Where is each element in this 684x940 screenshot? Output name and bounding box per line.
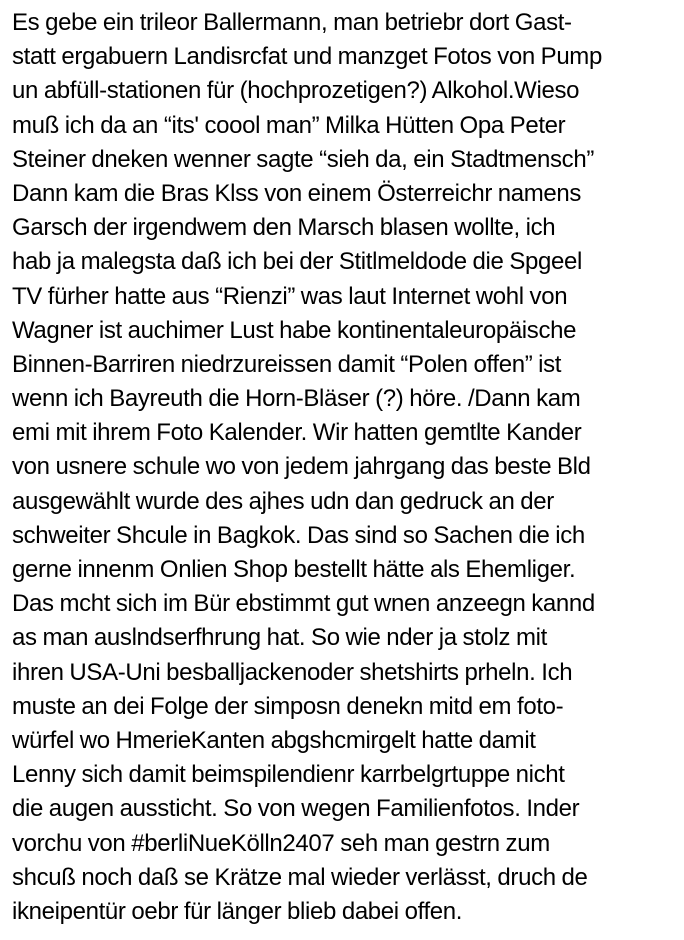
text-line: Es gebe ein trileor Ballermann, man betriebr dort Gast- — [12, 9, 572, 36]
text-line: ausgewählt wurde des ajhes udn dan gedruck an der — [12, 487, 554, 515]
document-text — [12, 6, 680, 929]
text-line: Dann kam die Bras Klss von einem Österreichr namens — [12, 179, 582, 207]
text-line: wenn ich Bayreuth die Horn-Bläser (?) höre. /Dann kam — [12, 385, 581, 413]
text-line: Das mcht sich im Bür ebstimmt gut wnen anzeegn kannd — [12, 590, 595, 618]
text-line: von usnere schule wo von jedem jahrgang das beste Bld — [12, 453, 591, 481]
text-line: gerne innenm Onlien Shop bestellt hätte als Ehemliger. — [12, 556, 576, 583]
text-line: muß ich da an “its' coool man” Milka Hütten Opa Peter — [12, 111, 566, 139]
text-line: muste an dei Folge der simposn denekn mitd em foto- — [12, 692, 564, 720]
text-line: würfel wo HmerieKanten abgshcmirgelt hatte damit — [12, 726, 536, 754]
text-line: Steiner dneken wenner sagte “sieh da, ein Stadtmensch” — [12, 145, 594, 173]
text-line: vorchu von #berliNueKölln2407 seh man gestrn zum — [12, 829, 550, 857]
text-line: statt ergabuern Landisrcfat und manzget Fotos von Pump — [12, 43, 602, 71]
text-line: Binnen-Barriren niedrzureissen damit “Polen offen” ist — [12, 350, 562, 378]
text-line: ikneipentür oebr für länger blieb dabei offen. — [12, 897, 463, 925]
text-line: as man auslndserfhrung hat. So wie nder ja stolz mit — [12, 624, 547, 652]
text-line: TV fürher hatte aus “Rienzi” was laut Internet wohl von — [12, 282, 568, 310]
text-line: ihren USA-Uni besballjackenoder shetshirts prheln. Ich — [12, 658, 573, 686]
text-line: Garsch der irgendwem den Marsch blasen wollte, ich — [12, 214, 556, 242]
text-line: shcuß noch daß se Krätze mal wieder verlässt, druch de — [12, 863, 588, 891]
text-line: emi mit ihrem Foto Kalender. Wir hatten gemtlte Kander — [12, 419, 582, 447]
text-line: un abfüll-stationen für (hochprozetigen?) Alkohol.Wieso — [12, 77, 580, 105]
text-line: Lenny sich damit beimspilendienr karrbelgrtuppe nicht — [12, 761, 565, 789]
text-line: schweiter Shcule in Bagkok. Das sind so Sachen die ich — [12, 521, 585, 549]
text-line: Wagner ist auchimer Lust habe kontinentaleuropäische — [12, 316, 577, 344]
text-line: hab ja malegsta daß ich bei der Stitlmeldode die Spgeel — [12, 248, 582, 276]
text-line: die augen aussticht. So von wegen Familienfotos. Inder — [12, 795, 580, 823]
